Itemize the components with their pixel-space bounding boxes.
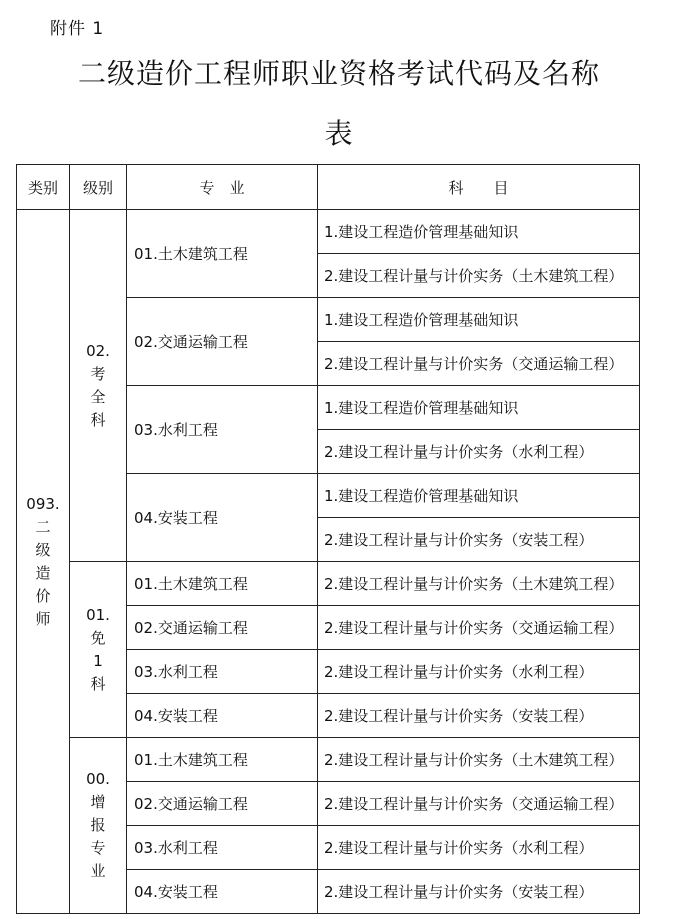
major-cell: 01.土木建筑工程 [127, 562, 318, 606]
level-cell-char: 报 [90, 816, 106, 834]
category-cell-char: 价 [35, 586, 51, 605]
major-cell: 04.安装工程 [127, 474, 318, 562]
subject-cell: 1.建设工程造价管理基础知识 [318, 386, 640, 430]
document-title-line2: 表 [324, 117, 354, 150]
document-title: 二级造价工程师职业资格考试代码及名称 [77, 57, 600, 90]
subject-cell: 2.建设工程计量与计价实务（水利工程） [318, 430, 640, 474]
major-cell: 03.水利工程 [127, 650, 318, 694]
level-cell-char: 00. [86, 770, 110, 788]
major-cell: 01.土木建筑工程 [127, 210, 318, 298]
level-cell-char: 01. [86, 605, 110, 624]
category-cell [17, 210, 70, 914]
column-header-level: 级别 [70, 165, 127, 210]
table-row [17, 562, 640, 606]
major-cell: 03.水利工程 [127, 826, 318, 870]
exam-code-table [16, 164, 640, 914]
subject-cell: 2.建设工程计量与计价实务（水利工程） [318, 650, 640, 694]
major-cell: 02.交通运输工程 [127, 782, 318, 826]
column-header-category: 类别 [17, 165, 70, 210]
subject-cell: 1.建设工程造价管理基础知识 [318, 210, 640, 254]
level-cell-char: 增 [90, 793, 106, 811]
major-cell: 04.安装工程 [127, 870, 318, 914]
category-cell-char: 093. [26, 494, 60, 513]
major-cell: 03.水利工程 [127, 386, 318, 474]
subject-cell: 2.建设工程计量与计价实务（安装工程） [318, 870, 640, 914]
subject-cell: 2.建设工程计量与计价实务（安装工程） [318, 694, 640, 738]
subject-cell: 1.建设工程造价管理基础知识 [318, 298, 640, 342]
category-cell-char: 师 [35, 609, 51, 628]
table-header-row [17, 165, 640, 210]
subject-cell: 2.建设工程计量与计价实务（交通运输工程） [318, 342, 640, 386]
subject-cell: 2.建设工程计量与计价实务（土木建筑工程） [318, 562, 640, 606]
level-cell [70, 562, 127, 738]
table-row [17, 738, 640, 782]
level-cell-char: 全 [90, 387, 106, 406]
category-cell-char: 造 [35, 563, 51, 582]
level-cell-char: 业 [90, 862, 106, 880]
major-cell: 02.交通运输工程 [127, 298, 318, 386]
column-header-subject: 科 目 [318, 165, 640, 210]
level-cell-char: 科 [90, 410, 106, 429]
category-cell-char: 级 [35, 540, 51, 559]
level-cell-char: 1 [93, 651, 103, 670]
major-cell: 01.土木建筑工程 [127, 738, 318, 782]
subject-cell: 2.建设工程计量与计价实务（交通运输工程） [318, 782, 640, 826]
category-cell-char: 二 [35, 517, 51, 536]
level-cell-char: 专 [90, 839, 106, 857]
subject-cell: 2.建设工程计量与计价实务（土木建筑工程） [318, 738, 640, 782]
level-cell [70, 210, 127, 562]
subject-cell: 2.建设工程计量与计价实务（交通运输工程） [318, 606, 640, 650]
attachment-label: 附件 1 [50, 19, 105, 39]
subject-cell: 2.建设工程计量与计价实务（土木建筑工程） [318, 254, 640, 298]
level-cell [70, 738, 127, 914]
major-cell: 02.交通运输工程 [127, 606, 318, 650]
subject-cell: 2.建设工程计量与计价实务（水利工程） [318, 826, 640, 870]
table-body [17, 210, 640, 914]
column-header-major: 专 业 [127, 165, 318, 210]
table-row [17, 210, 640, 254]
subject-cell: 2.建设工程计量与计价实务（安装工程） [318, 518, 640, 562]
level-cell-char: 免 [90, 628, 106, 647]
level-cell-char: 科 [90, 674, 106, 693]
major-cell: 04.安装工程 [127, 694, 318, 738]
level-cell-char: 考 [90, 364, 106, 383]
level-cell-char: 02. [86, 341, 110, 360]
subject-cell: 1.建设工程造价管理基础知识 [318, 474, 640, 518]
